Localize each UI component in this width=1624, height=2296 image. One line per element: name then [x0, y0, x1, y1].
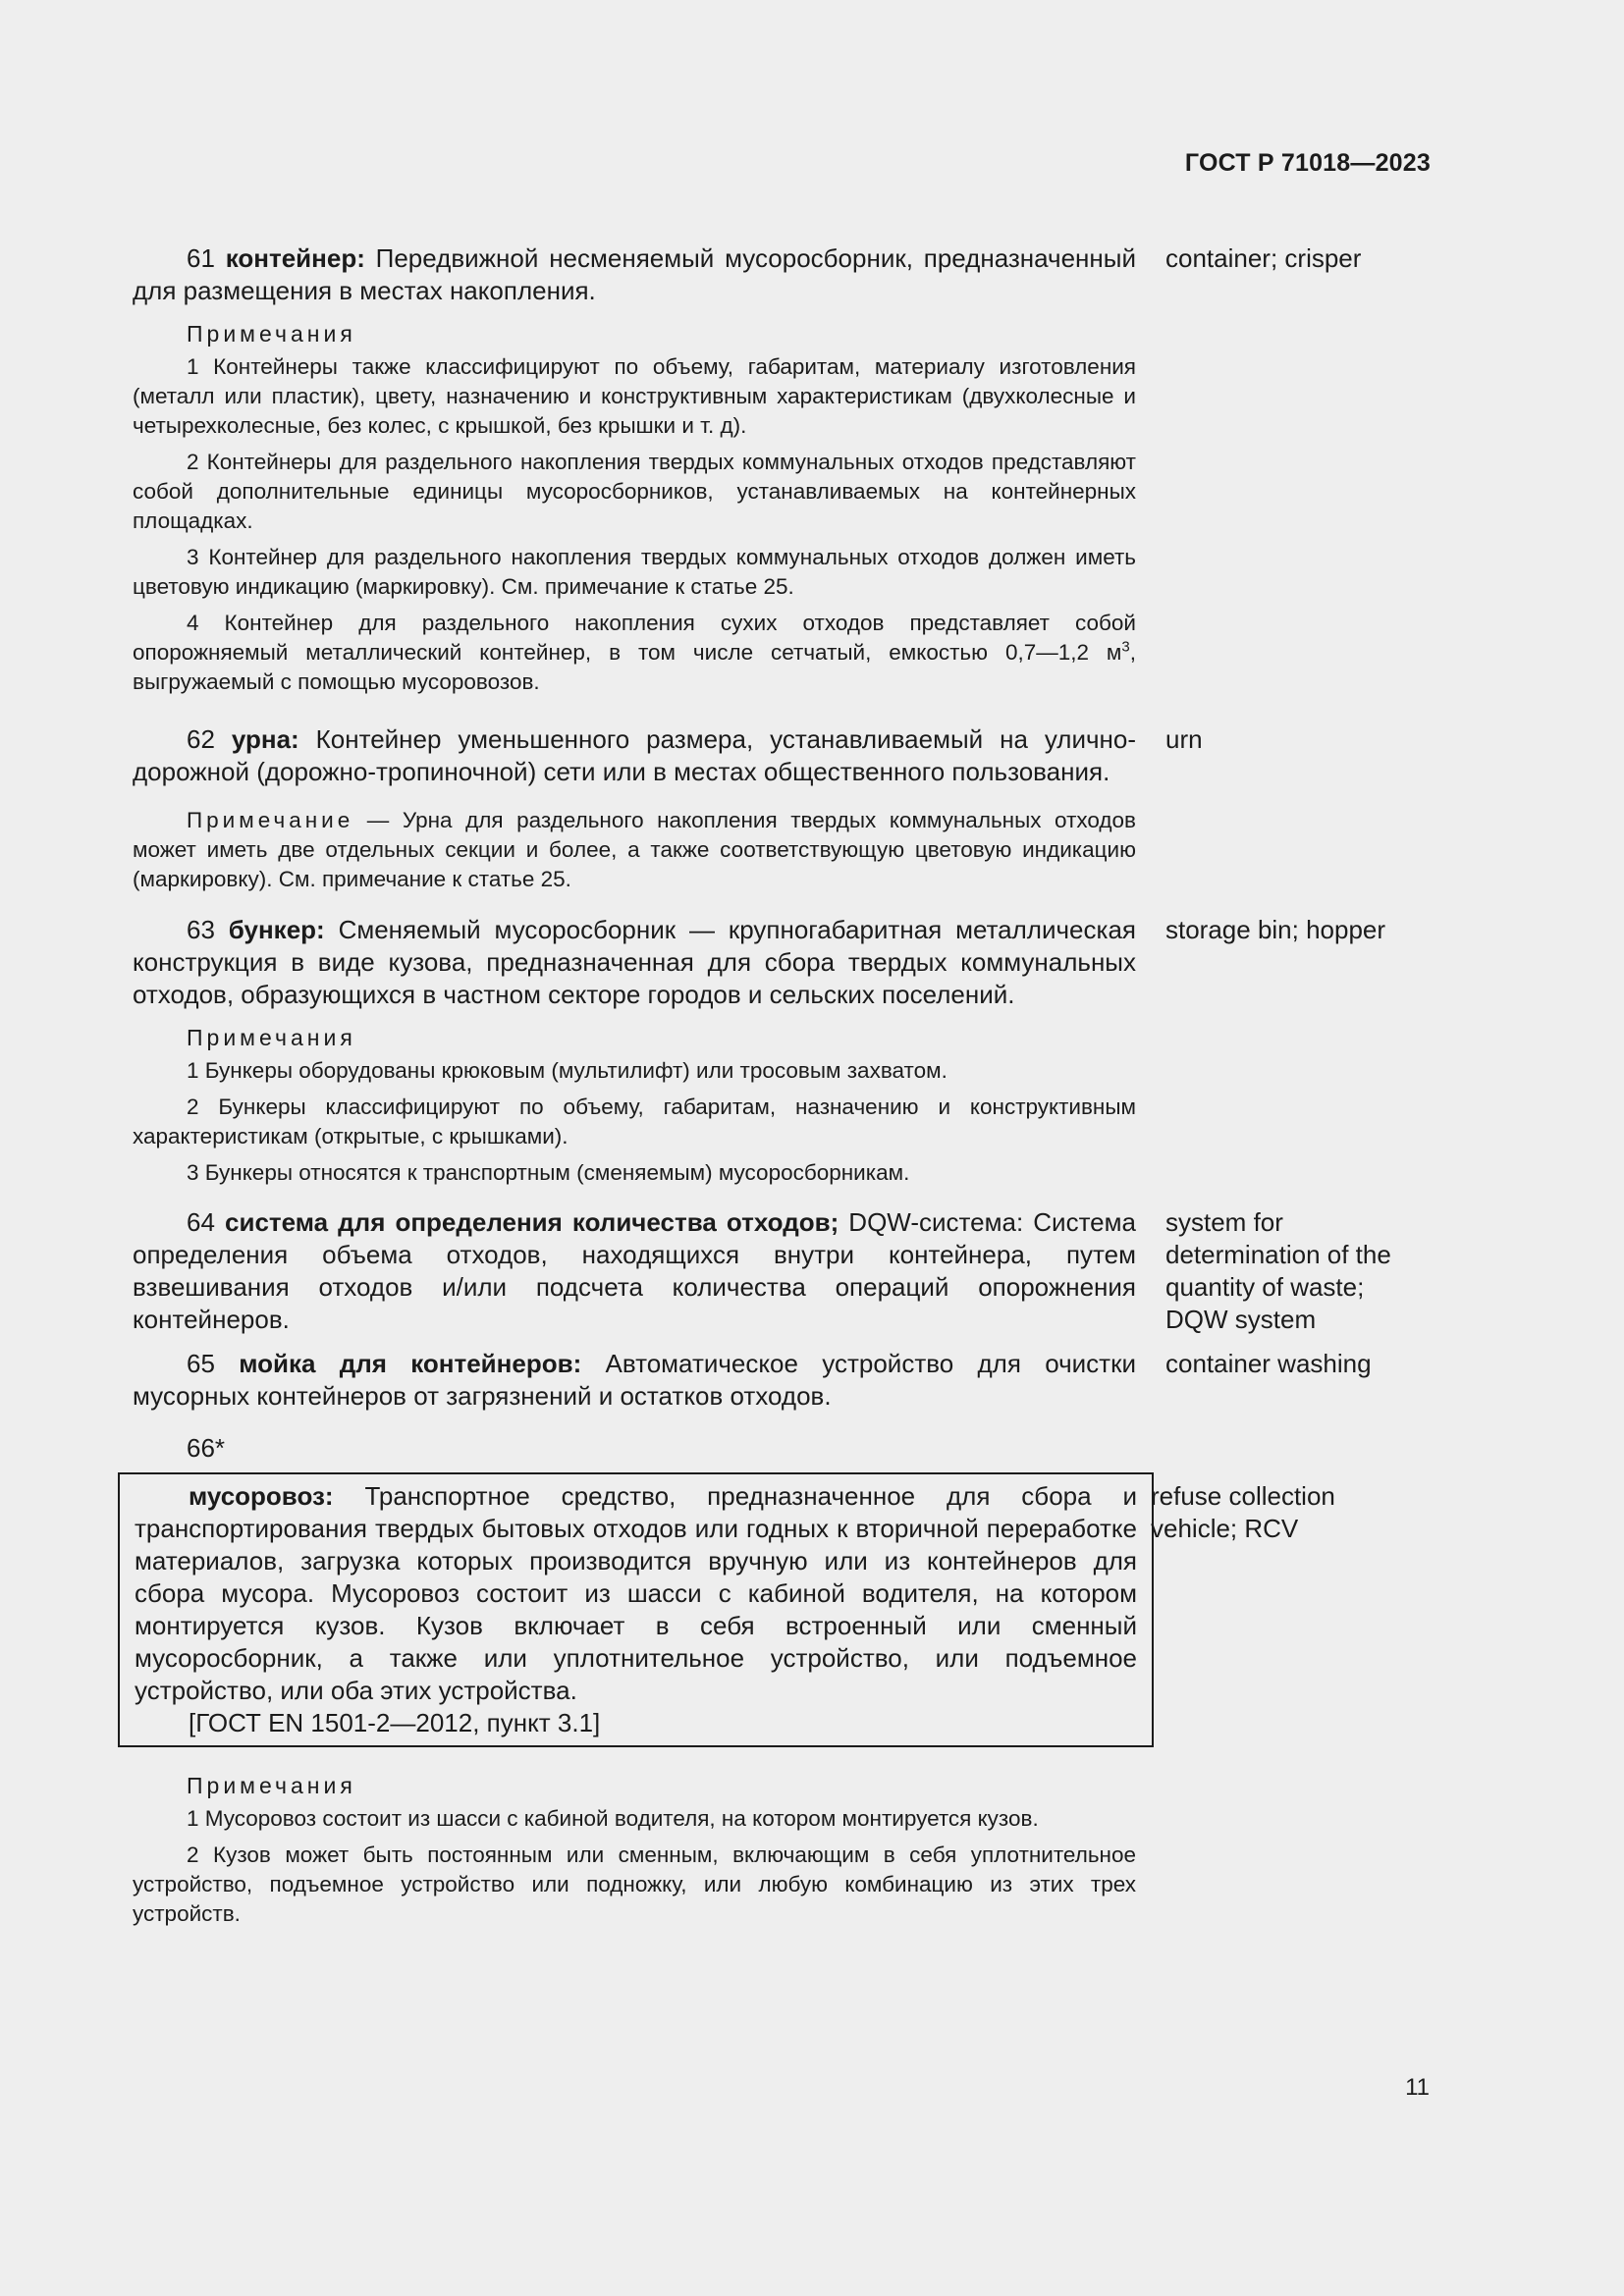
term-63-text: [133, 914, 1136, 1011]
note-item: 2 Контейнеры для раздельного накопления твердых коммунальных отходов представляют собой дополнительные единицы мусоросборников, устанавливаемых на контейнерных площадках.: [133, 450, 1136, 533]
term-entry-66: [133, 1472, 1431, 1747]
notes-heading: Примечания: [187, 1773, 356, 1798]
document-code-header: ГОСТ Р 71018—2023: [1184, 149, 1431, 177]
source-reference: [ГОСТ EN 1501-2—2012, пункт 3.1]: [189, 1708, 601, 1737]
term-number: 61: [187, 243, 215, 273]
english-equivalent: system for determination of the quantity of waste; DQW system: [1165, 1207, 1391, 1334]
note-item: [133, 609, 1136, 697]
term-62-text: [133, 723, 1136, 788]
notes-heading: Примечания: [187, 1025, 356, 1050]
note-item: 1 Мусоровоз состоит из шасси с кабиной водителя, на котором монтируется кузов.: [187, 1806, 1039, 1831]
term-definition: Сменяемый мусоросборник — крупногабаритная металлическая конструкция в виде кузова, предназначенная для сбора твердых коммунальных отходов, образующихся в частном секторе городов и сельских поселений.: [133, 915, 1136, 1009]
notes-heading: Примечания: [187, 321, 356, 347]
term-66-text: [135, 1480, 1137, 1707]
term-title: контейнер:: [225, 243, 365, 273]
note-item: 3 Бункеры относятся к транспортным (сменяемым) мусоросборникам.: [187, 1160, 910, 1185]
term-definition: DQW-система: Система определения объема отходов, находящихся внутри контейнера, путем взвешивания отходов и/или подсчета количества операций опорожнения контейнеров.: [133, 1207, 1136, 1334]
note-item: 3 Контейнер для раздельного накопления твердых коммунальных отходов должен иметь цветовую индикацию (маркировку). См. примечание к статье 25.: [133, 545, 1136, 599]
term-title: бункер:: [228, 915, 325, 944]
term-definition: Автоматическое устройство для очистки мусорных контейнеров от загрязнений и остатков отходов.: [133, 1349, 1136, 1411]
term-65-text: [133, 1348, 1136, 1413]
term-64-text: [133, 1206, 1136, 1336]
term-number-66: 66*: [187, 1433, 226, 1463]
term-title: урна:: [231, 724, 299, 754]
note-label: Примечание: [187, 808, 354, 832]
boxed-definition: [118, 1472, 1154, 1747]
term-61-text: [133, 242, 1136, 307]
term-title: система для определения количества отходов;: [225, 1207, 839, 1237]
note-text: 4 Контейнер для раздельного накопления сухих отходов представляет собой опорожняемый металлический контейнер, в том числе сетчатый, емкостью 0,7—1,2 м: [133, 611, 1136, 665]
term-entry-64: [133, 1206, 1431, 1336]
term-number: 64: [187, 1207, 215, 1237]
term-number: 63: [187, 915, 215, 944]
term-entry-62: [133, 723, 1431, 894]
note-text: , выгружаемый с помощью мусоровозов.: [133, 640, 1136, 694]
terms-content: [133, 242, 1431, 1936]
note-item: 2 Бункеры классифицируют по объему, габаритам, назначению и конструктивным характеристикам (открытые, с крышками).: [133, 1095, 1136, 1148]
note-text: — Урна для раздельного накопления твердых коммунальных отходов может иметь две отдельных секции и более, а также соответствующую цветовую индикацию (маркировку). См. примечание к статье 25.: [133, 808, 1136, 891]
term-66-notes: [133, 1747, 1431, 1936]
term-definition: Транспортное средство, предназначенное для сбора и транспортирования твердых бытовых отходов или годных к вторичной переработке материалов, загрузка которых производится вручную или из контейнеров для сбора мусора. Мусоровоз состоит из шасси с кабиной водителя, на котором монтируется кузов. Кузов включает в себя встроенный или сменный мусоросборник, а также или уплотнительное устройство, или подъемное устройство, или оба этих устройства.: [135, 1481, 1137, 1705]
term-entry-63: [133, 914, 1431, 1195]
term-number: 62: [187, 724, 215, 754]
english-equivalent: storage bin; hopper: [1165, 915, 1386, 944]
page-number: 11: [1405, 2074, 1430, 2101]
term-title: мусоровоз:: [189, 1481, 334, 1511]
note-item: 1 Бункеры оборудованы крюковым (мультилифт) или тросовым захватом.: [187, 1058, 947, 1083]
english-equivalent: refuse collection vehicle; RCV: [1151, 1481, 1335, 1543]
note-item: 1 Контейнеры также классифицируют по объему, габаритам, материалу изготовления (металл или пластик), цвету, назначению и конструктивным характеристикам (двухколесные и четырехколесные, без колес, с крышкой, без крышки и т. д).: [133, 354, 1136, 438]
term-entry-61: [133, 242, 1431, 704]
note-item: 2 Кузов может быть постоянным или сменным, включающим в себя уплотнительное устройство, подъемное устройство или подножку, или любую комбинацию из этих трех устройств.: [133, 1842, 1136, 1926]
english-equivalent: urn: [1165, 724, 1203, 754]
superscript: 3: [1121, 638, 1130, 656]
term-entry-65: [133, 1348, 1431, 1413]
term-title: мойка для контейнеров:: [239, 1349, 582, 1378]
english-equivalent: container washing: [1165, 1349, 1372, 1378]
term-definition: Передвижной несменяемый мусоросборник, предназначенный для размещения в местах накопления.: [133, 243, 1136, 305]
term-number: 65: [187, 1349, 215, 1378]
term-definition: Контейнер уменьшенного размера, устанавливаемый на улично-дорожной (дорожно-тропиночной) сети или в местах общественного пользования.: [133, 724, 1136, 786]
english-equivalent: container; crisper: [1165, 243, 1362, 273]
note-item: [133, 806, 1136, 894]
